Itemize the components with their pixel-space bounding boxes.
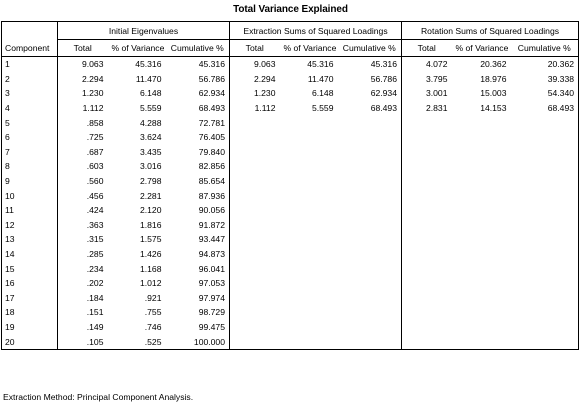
table-cell: 76.405 (198, 132, 225, 143)
table-cell (402, 130, 452, 145)
table-cell (280, 174, 338, 189)
component-cell: 6 (5, 132, 10, 143)
table-cell (280, 261, 338, 276)
table-cell: 3.795 (402, 72, 452, 87)
table-cell: 18.976 (480, 73, 507, 84)
component-cell: 2 (5, 73, 10, 84)
table-cell (452, 291, 511, 306)
component-cell: 12 (5, 219, 15, 230)
table-cell: 56.786 (198, 73, 225, 84)
table-row (2, 334, 579, 349)
table-cell (452, 174, 511, 189)
table-cell (338, 188, 402, 203)
table-cell (511, 291, 579, 306)
component-cell: 9 (5, 176, 10, 187)
table-cell: .746 (144, 321, 162, 332)
table-cell (511, 218, 579, 233)
table-cell (402, 159, 452, 174)
table-cell: 39.338 (547, 73, 575, 84)
column-header: % of Variance (452, 40, 511, 57)
corner-cell (2, 22, 58, 40)
table-cell: 2.120 (139, 205, 162, 216)
table-cell: .525 (144, 336, 162, 347)
table-cell: 45.316 (198, 59, 225, 70)
column-header: Cumulative % (338, 40, 402, 57)
table-cell: 2.294 (230, 72, 280, 87)
table-cell: 97.053 (198, 278, 225, 289)
table-cell (511, 159, 579, 174)
table-cell (452, 276, 511, 291)
table-cell: 68.493 (370, 103, 397, 114)
component-cell: 10 (5, 190, 15, 201)
table-cell: 3.016 (139, 161, 162, 172)
table-cell: 1.230 (58, 86, 108, 101)
table-cell: 6.148 (139, 88, 162, 99)
table-cell (230, 203, 280, 218)
table-cell (402, 305, 452, 320)
table-cell (511, 276, 579, 291)
table-cell: .151 (58, 305, 108, 320)
table-cell (230, 218, 280, 233)
column-header: Total (230, 40, 280, 57)
table-cell: 97.974 (198, 292, 225, 303)
table-cell (230, 320, 280, 335)
table-cell: 82.856 (198, 161, 225, 172)
column-header: Total (58, 40, 108, 57)
table-row (2, 57, 579, 72)
table-cell: 85.654 (198, 176, 225, 187)
table-cell (230, 305, 280, 320)
table-cell (230, 145, 280, 160)
table-cell (338, 203, 402, 218)
table-cell: 20.362 (547, 59, 575, 70)
table-cell: .234 (58, 261, 108, 276)
table-cell (402, 115, 452, 130)
table-cell: 45.316 (307, 59, 334, 70)
table-cell (338, 291, 402, 306)
column-header-row (2, 40, 579, 57)
component-cell: 19 (5, 321, 15, 332)
table-cell (230, 247, 280, 262)
table-cell: 1.816 (139, 219, 162, 230)
table-cell (338, 247, 402, 262)
table-row (2, 115, 579, 130)
table-row (2, 261, 579, 276)
table-cell: .921 (144, 292, 162, 303)
table-cell (452, 188, 511, 203)
table-cell: 96.041 (198, 263, 225, 274)
table-cell (511, 174, 579, 189)
table-cell: 87.936 (198, 190, 225, 201)
table-cell: 79.840 (198, 146, 225, 157)
table-cell (452, 320, 511, 335)
table-cell (452, 261, 511, 276)
table-cell (338, 130, 402, 145)
group-header-extraction-sums: Extraction Sums of Squared Loadings (230, 22, 402, 40)
table-cell (511, 320, 579, 335)
table-cell (511, 247, 579, 262)
table-cell (402, 232, 452, 247)
table-cell (338, 320, 402, 335)
component-cell: 1 (5, 59, 10, 70)
table-cell (452, 305, 511, 320)
table-cell: 100.000 (193, 336, 225, 347)
table-row (2, 188, 579, 203)
table-cell (511, 334, 579, 349)
component-cell: 18 (5, 307, 15, 318)
table-cell: .149 (58, 320, 108, 335)
table-cell (402, 188, 452, 203)
table-cell: 9.063 (58, 57, 108, 72)
table-cell: 15.003 (480, 88, 507, 99)
table-cell: 62.934 (370, 88, 397, 99)
table-cell: 5.559 (139, 103, 162, 114)
table-cell (230, 276, 280, 291)
table-cell (280, 218, 338, 233)
table-cell (230, 232, 280, 247)
table-cell: 45.316 (135, 59, 162, 70)
table-cell: 98.729 (198, 307, 225, 318)
table-cell (230, 130, 280, 145)
table-cell: 9.063 (230, 57, 280, 72)
table-cell: 1.168 (139, 263, 162, 274)
table-cell (402, 334, 452, 349)
table-cell (338, 159, 402, 174)
table-cell (402, 218, 452, 233)
table-cell: .184 (58, 291, 108, 306)
table-cell (280, 291, 338, 306)
table-cell (511, 188, 579, 203)
table-title: Total Variance Explained (233, 4, 348, 15)
table-cell: .202 (58, 276, 108, 291)
table-cell (511, 203, 579, 218)
table-cell (402, 203, 452, 218)
table-row (2, 86, 579, 101)
table-cell (452, 203, 511, 218)
table-cell: 4.072 (402, 57, 452, 72)
table-cell: 68.493 (198, 103, 225, 114)
table-cell (230, 174, 280, 189)
table-cell: 1.012 (139, 278, 162, 289)
table-cell (402, 247, 452, 262)
table-row (2, 320, 579, 335)
table-cell (338, 218, 402, 233)
table-cell (511, 130, 579, 145)
table-row (2, 101, 579, 116)
table-cell (280, 203, 338, 218)
table-row (2, 247, 579, 262)
group-header-rotation-sums: Rotation Sums of Squared Loadings (402, 22, 579, 40)
table-cell (338, 334, 402, 349)
table-row (2, 305, 579, 320)
table-cell: 2.831 (402, 101, 452, 116)
column-header-component: Component (2, 40, 58, 57)
table-cell: 68.493 (547, 103, 575, 114)
table-cell (338, 232, 402, 247)
table-row (2, 130, 579, 145)
table-cell: 99.475 (198, 321, 225, 332)
table-cell (402, 174, 452, 189)
table-cell (338, 276, 402, 291)
component-cell: 20 (5, 336, 15, 347)
table-cell: .560 (58, 174, 108, 189)
table-cell (452, 130, 511, 145)
component-cell: 3 (5, 88, 10, 99)
table-cell: 2.281 (139, 190, 162, 201)
table-cell: 20.362 (480, 59, 507, 70)
table-cell (230, 159, 280, 174)
table-row (2, 291, 579, 306)
table-cell: 1.112 (230, 101, 280, 116)
table-cell: .363 (58, 218, 108, 233)
column-header: % of Variance (108, 40, 166, 57)
table-cell: 6.148 (311, 88, 334, 99)
table-cell (280, 130, 338, 145)
component-cell: 11 (5, 205, 14, 216)
table-cell (452, 145, 511, 160)
group-header-initial-eigenvalues: Initial Eigenvalues (58, 22, 230, 40)
table-cell (511, 232, 579, 247)
table-cell: .315 (58, 232, 108, 247)
component-cell: 17 (5, 292, 15, 303)
table-cell (511, 305, 579, 320)
component-cell: 15 (5, 263, 15, 274)
table-cell (511, 145, 579, 160)
component-cell: 14 (5, 249, 15, 260)
table-cell: 2.798 (139, 176, 162, 187)
table-cell (230, 188, 280, 203)
column-header: Cumulative % (511, 40, 579, 57)
table-cell: 1.426 (139, 249, 162, 260)
table-cell (402, 276, 452, 291)
table-cell: 3.624 (139, 132, 162, 143)
table-cell: .858 (58, 115, 108, 130)
table-cell (511, 115, 579, 130)
table-cell (338, 261, 402, 276)
table-cell (280, 145, 338, 160)
table-cell: 54.340 (547, 88, 575, 99)
table-cell (280, 232, 338, 247)
table-cell (452, 232, 511, 247)
table-cell (280, 188, 338, 203)
table-cell (280, 159, 338, 174)
column-header: % of Variance (280, 40, 338, 57)
table-cell (402, 145, 452, 160)
table-row (2, 159, 579, 174)
table-row (2, 203, 579, 218)
component-cell: 5 (5, 117, 10, 128)
table-cell (230, 261, 280, 276)
table-cell: .285 (58, 247, 108, 262)
table-cell: 93.447 (198, 234, 225, 245)
table-cell: 5.559 (311, 103, 334, 114)
group-header-row (2, 22, 579, 40)
table-cell: 3.001 (402, 86, 452, 101)
table-cell: 94.873 (198, 249, 225, 260)
table-cell (230, 115, 280, 130)
table-row (2, 218, 579, 233)
table-cell: 11.470 (135, 73, 162, 84)
table-cell: 45.316 (370, 59, 397, 70)
table-cell: 90.056 (198, 205, 225, 216)
table-cell: 4.288 (139, 117, 162, 128)
table-cell (280, 115, 338, 130)
table-cell (452, 159, 511, 174)
table-cell: .755 (144, 307, 162, 318)
table-cell: 3.435 (139, 146, 162, 157)
table-cell (452, 334, 511, 349)
table-cell (230, 334, 280, 349)
table-cell (338, 174, 402, 189)
table-cell: 62.934 (198, 88, 225, 99)
column-header: Cumulative % (166, 40, 230, 57)
table-row (2, 276, 579, 291)
table-cell: .603 (58, 159, 108, 174)
component-cell: 8 (5, 161, 10, 172)
table-cell (452, 218, 511, 233)
table-cell: 14.153 (480, 103, 507, 114)
table-cell: 72.781 (198, 117, 225, 128)
table-cell (402, 291, 452, 306)
component-cell: 13 (5, 234, 15, 245)
table-row (2, 72, 579, 87)
column-header: Total (402, 40, 452, 57)
table-cell: .424 (58, 203, 108, 218)
table-cell (280, 320, 338, 335)
component-cell: 7 (5, 146, 10, 157)
component-cell: 16 (5, 278, 15, 289)
table-body (2, 57, 579, 350)
table-cell (402, 261, 452, 276)
table-cell (230, 291, 280, 306)
component-cell: 4 (5, 103, 10, 114)
table-cell: .687 (58, 145, 108, 160)
table-cell: 91.872 (198, 219, 225, 230)
table-cell (452, 247, 511, 262)
table-cell (280, 247, 338, 262)
table-cell (338, 115, 402, 130)
table-cell: 2.294 (58, 72, 108, 87)
table-row (2, 174, 579, 189)
table-cell (280, 334, 338, 349)
table-cell: .105 (58, 334, 108, 349)
table-cell: 1.575 (139, 234, 162, 245)
table-cell (511, 261, 579, 276)
table-cell (338, 145, 402, 160)
table-cell (452, 115, 511, 130)
table-cell: 1.230 (230, 86, 280, 101)
table-cell: .725 (58, 130, 108, 145)
table-row (2, 232, 579, 247)
table-cell: 11.470 (307, 73, 334, 84)
table-cell (280, 276, 338, 291)
table-cell: 56.786 (370, 73, 397, 84)
variance-table (1, 21, 579, 350)
table-cell (280, 305, 338, 320)
footnote: Extraction Method: Principal Component Analysis. (3, 392, 194, 402)
table-row (2, 145, 579, 160)
table-cell: 1.112 (58, 101, 108, 116)
table-cell (338, 305, 402, 320)
table-cell: .456 (58, 188, 108, 203)
table-cell (402, 320, 452, 335)
